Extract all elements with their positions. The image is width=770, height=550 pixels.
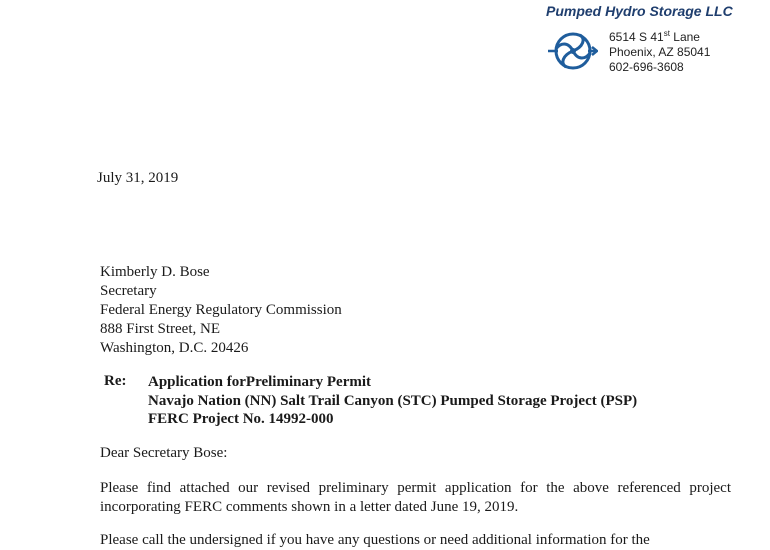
letter-date: July 31, 2019 [97, 170, 179, 186]
subject-block [148, 373, 637, 429]
subject-label: Re: [104, 373, 127, 389]
letterhead-address [609, 30, 710, 75]
salutation: Dear Secretary Bose: [100, 445, 228, 461]
subject-line-2: Navajo Nation (NN) Salt Trail Canyon (STC) Pumped Storage Project (PSP) [148, 392, 638, 409]
recipient-street: 888 First Street, NE [100, 321, 220, 337]
subject-line-1: Application forPreliminary Permit [148, 374, 372, 390]
body-paragraph-2: Please call the undersigned if you have any questions or need additional information for the [100, 532, 650, 548]
company-name: Pumped Hydro Storage LLC [546, 3, 733, 19]
subject-line-3: FERC Project No. 14992-000 [148, 411, 334, 427]
recipient-name: Kimberly D. Bose [100, 264, 210, 280]
recipient-title: Secretary [100, 283, 157, 299]
recipient-city: Washington, D.C. 20426 [100, 340, 249, 356]
address-city: Phoenix, AZ 85041 [609, 45, 711, 59]
body-paragraph-1: Please find attached our revised preliminary permit application for the above referenced project incorporating FERC comments shown in a letter dated June 19, 2019. [100, 480, 731, 515]
recipient-organization: Federal Energy Regulatory Commission [100, 302, 342, 318]
address-street: 6514 S 41st Lane [609, 29, 700, 44]
recipient-block [100, 263, 342, 358]
address-phone: 602-696-3608 [609, 60, 684, 74]
company-logo-icon [548, 29, 598, 73]
